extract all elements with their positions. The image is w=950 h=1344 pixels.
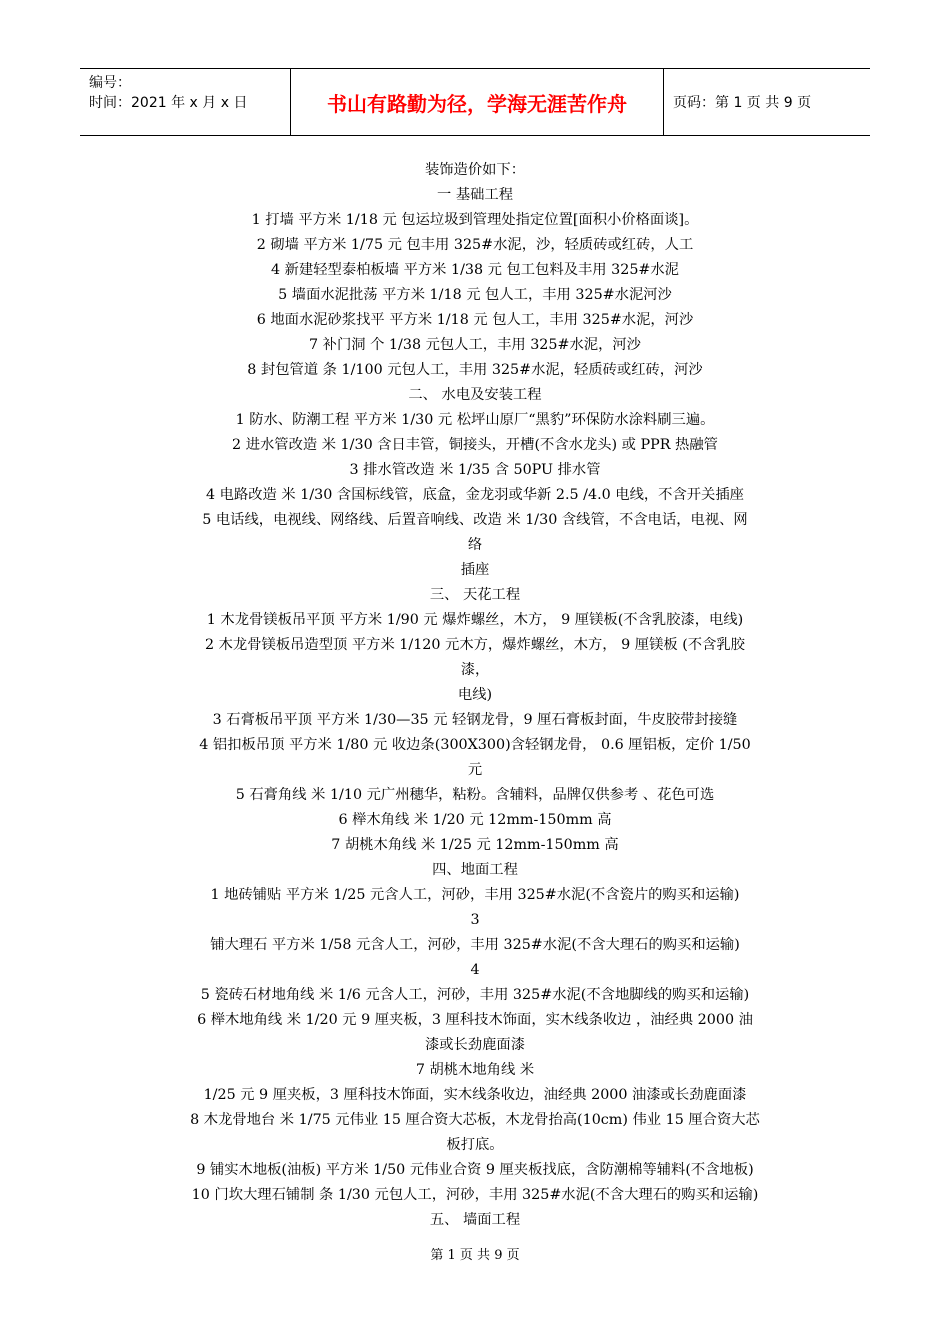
body-text-line: 漆或长劲鹿面漆 [424, 1037, 526, 1053]
body-text-line: 3 排水管改造 米 1/35 含 50PU 排水管 [349, 462, 601, 478]
header-page-number: 页码：第 1 页 共 9 页 [673, 95, 812, 111]
body-text-line: 1 打墙 平方米 1/18 元 包运垃圾到管理处指定位置[面积小价格面谈]。 [251, 212, 699, 228]
body-text-line: 5 石膏角线 米 1/10 元广州穗华，粘粉。含辅料，品牌仅供参考 、花色可选 [235, 787, 715, 803]
body-text-line: 板打底。 [446, 1137, 504, 1153]
body-text-line: 络 [467, 537, 483, 553]
document-number-label: 编号： [89, 75, 131, 91]
body-text-line: 3 石膏板吊平顶 平方米 1/30—35 元 轻钢龙骨，9 厘石膏板封面，牛皮胶带封接缝 [212, 712, 738, 728]
body-text-line: 4 [470, 962, 480, 978]
body-text-line: 4 电路改造 米 1/30 含国标线管，底盒，金龙羽或华新 2.5 /4.0 电线，不含开关插座 [206, 487, 744, 503]
body-text-line: 二、 水电及安装工程 [408, 387, 542, 403]
body-text-line: 一 基础工程 [436, 187, 514, 203]
body-text-line: 9 铺实木地板(油板) 平方米 1/50 元伟业合资 9 厘夹板找底，含防潮棉等辅料(不含地板) [196, 1162, 754, 1178]
body-text-line: 五、 墙面工程 [429, 1212, 521, 1228]
header-motto: 书山有路勤为径，学海无涯苦作舟 [291, 69, 664, 135]
body-text-line: 三、 天花工程 [429, 587, 521, 603]
body-text-line: 3 [470, 912, 480, 928]
body-text-line: 电线) [457, 687, 493, 703]
body-text-line: 2 木龙骨镁板吊造型顶 平方米 1/120 元木方，爆炸螺丝，木方， 9 厘镁板 (不含乳胶 [205, 637, 745, 653]
body-text-line: 装饰造价如下： [424, 162, 526, 178]
body-text-line: 四、地面工程 [432, 862, 518, 878]
body-text-line: 1/25 元 9 厘夹板，3 厘科技木饰面，实木线条收边，油经典 2000 油漆或长劲鹿面漆 [203, 1087, 747, 1103]
body-text-line: 1 木龙骨镁板吊平顶 平方米 1/90 元 爆炸螺丝，木方， 9 厘镁板(不含乳胶漆，电线) [206, 612, 744, 628]
header-meta [80, 69, 291, 135]
body-text-line: 6 榉木角线 米 1/20 元 12mm-150mm 高 [338, 812, 612, 828]
document-body [140, 158, 810, 1233]
body-text-line: 插座 [460, 562, 490, 578]
body-text-line: 7 胡桃木地角线 米 [415, 1062, 535, 1078]
body-text-line: 4 铝扣板吊顶 平方米 1/80 元 收边条(300X300)含轻钢龙骨， 0.6 厘铝板，定价 1/50 [199, 737, 751, 753]
body-text-line: 漆， [460, 662, 490, 678]
page-footer: 第 1 页 共 9 页 [430, 1248, 520, 1263]
body-text-line: 8 木龙骨地台 米 1/75 元伟业 15 厘合资大芯板，木龙骨抬高(10cm) 伟业 15 厘合资大芯 [190, 1112, 760, 1128]
body-text-line: 铺大理石 平方米 1/58 元含人工，河砂，丰用 325#水泥(不含大理石的购买和运输) [210, 937, 740, 953]
body-text-line: 元 [467, 762, 483, 778]
body-text-line: 6 地面水泥砂浆找平 平方米 1/18 元 包人工，丰用 325#水泥，河沙 [256, 312, 694, 328]
body-text-line: 5 电话线，电视线、网络线、后置音响线、改造 米 1/30 含线管，不含电话，电视、网 [202, 512, 748, 528]
body-text-line: 8 封包管道 条 1/100 元包人工，丰用 325#水泥，轻质砖或红砖，河沙 [247, 362, 703, 378]
document-time-label: 时间：2021 年 x 月 x 日 [89, 95, 248, 111]
body-text-line: 2 砌墙 平方米 1/75 元 包丰用 325#水泥，沙，轻质砖或红砖，人工 [256, 237, 694, 253]
body-text-line: 4 新建轻型泰柏板墙 平方米 1/38 元 包工包料及丰用 325#水泥 [271, 262, 679, 278]
body-text-line: 6 榉木地角线 米 1/20 元 9 厘夹板，3 厘科技木饰面，实木线条收边 ，油经典 2000 油 [197, 1012, 753, 1028]
body-text-line: 10 门坎大理石铺制 条 1/30 元包人工，河砂，丰用 325#水泥(不含大理石的购买和运输) [191, 1187, 759, 1203]
body-text-line: 7 胡桃木角线 米 1/25 元 12mm-150mm 高 [331, 837, 619, 853]
body-text-line: 7 补门洞 个 1/38 元包人工，丰用 325#水泥，河沙 [309, 337, 641, 353]
body-text-line: 2 进水管改造 米 1/30 含日丰管，铜接头，开槽(不含水龙头) 或 PPR 热融管 [232, 437, 718, 453]
body-text-line: 5 墙面水泥批荡 平方米 1/18 元 包人工，丰用 325#水泥河沙 [278, 287, 672, 303]
page-header [80, 68, 870, 136]
body-text-line: 1 防水、防潮工程 平方米 1/30 元 松坪山原厂“黑豹”环保防水涂料刷三遍。 [235, 412, 715, 428]
body-text-line: 1 地砖铺贴 平方米 1/25 元含人工，河砂，丰用 325#水泥(不含瓷片的购买和运输) [210, 887, 740, 903]
body-text-line: 5 瓷砖石材地角线 米 1/6 元含人工，河砂，丰用 325#水泥(不含地脚线的购买和运输) [200, 987, 750, 1003]
